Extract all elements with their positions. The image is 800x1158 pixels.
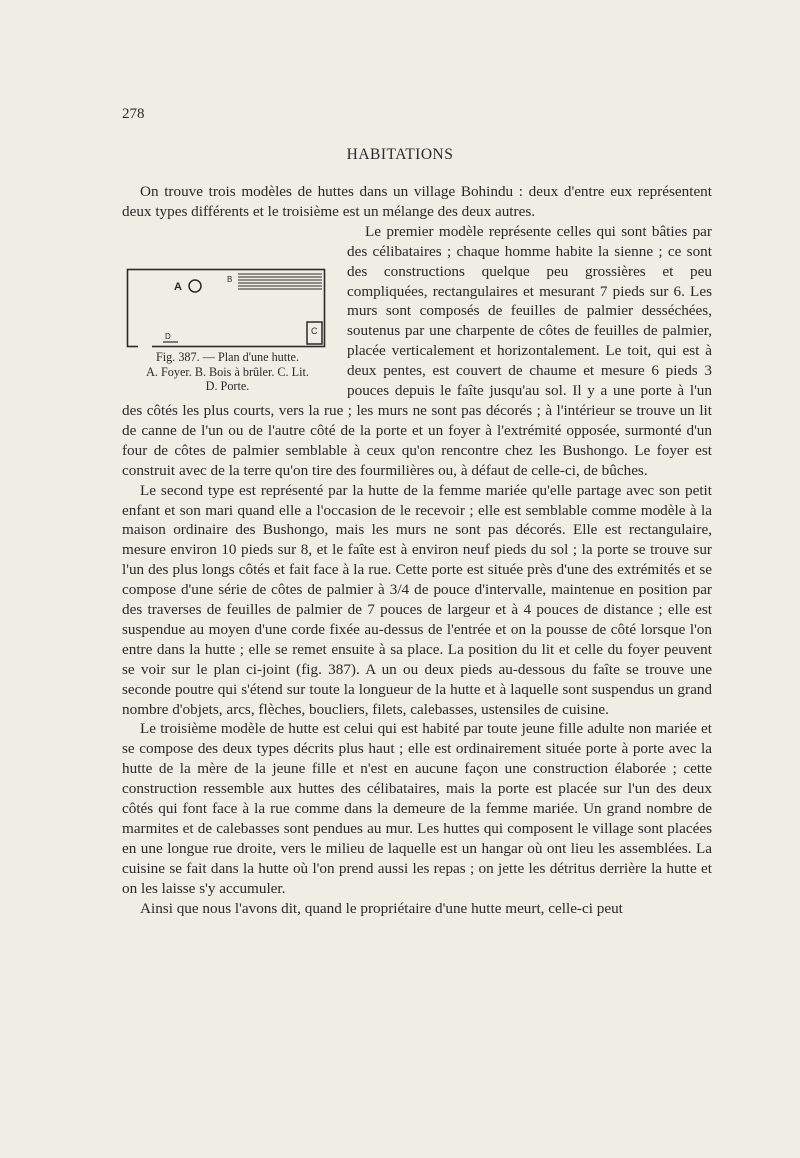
label-d: D: [165, 331, 171, 341]
caption-line-1: Fig. 387. — Plan d'une hutte.: [155, 349, 300, 364]
page-number: 278: [122, 106, 145, 122]
paragraph-3: Le second type est représenté par la hutte de la femme mariée qu'elle partage avec son petit enfant et son mari quand elle a l'occasion de le recevoir ; elle est semblable comme modèle à la maison ordinaire des Bushongo, mais les murs ne sont pas décorés. Elle est rectangulaire, mesure environ 10 pieds sur 8, et le faîte est à environ neuf pieds du sol ; la porte se trouve sur l'un des plus longs côtés et fait face à la rue. Cette porte est située près d'une des extrémités et se compose d'une série de côtes de palmier à 3/4 de pouce d'intervalle, maintenue en position par des traverses de feuilles de palmier de 7 pouces de largeur et à 4 pouces de distance ; elle est suspendue au moyen d'une corde fixée au-dessus de l'entrée et on la pousse de côté lorsque l'on entre dans la hutte ; elle se remet ensuite à sa place. La position du lit et celle du foyer peuvent se voir sur le plan ci-joint (fig. 387). A un ou deux pieds au-dessous du faîte se trouve une seconde poutre qui s'étend sur toute la longueur de la hutte et à laquelle sont suspendus un grand nombre d'objets, arcs, flèches, boucliers, filets, calebasses, ustensiles de cuisine.: [122, 481, 712, 718]
hearth-circle: [189, 280, 201, 292]
caption-line-3: D. Porte.: [205, 379, 250, 394]
hut-plan-diagram: [126, 268, 326, 348]
body-text: [122, 182, 712, 919]
paragraph-2: Le premier modèle représente celles qui sont bâties par des célibataires ; chaque homme habite la sienne ; ce sont des constructions quelque peu grossières et peu compliquées, rectangulaires et mesurant 7 pieds sur 6. Les murs sont composés de feuilles de palmier desséchées, soutenus par une charpente de côtes de feuilles de palmier, placée verticalement et horizontalement. Le toit, qui est à deux pentes, est couvert de chaume et mesure 6 pieds 3 pouces depuis le faîte jusqu'au sol. Il y a une porte à l'un des côtés les plus courts, vers la rue ; les murs ne sont pas décorés ; à l'intérieur se trouve un lit de canne de l'un ou de l'autre côté de la porte et un foyer à l'extrémité opposée, surmonté d'un four de côtes de palmier semblable à ceux qu'on rencontre chez les Bushongo. Le foyer est construit avec de la terre qu'on tire des fourmilières ou, à défaut de celle-ci, de bûches.: [122, 222, 712, 479]
paragraph-4: Le troisième modèle de hutte est celui qui est habité par toute jeune fille adulte non mariée et se compose des deux types décrits plus haut ; elle est ordinairement située porte à porte avec la hutte de la mère de la jeune fille et n'est en aucune façon une construction élaborée ; cette construction ressemble aux huttes des célibataires, mais la porte est placée sur l'un des deux côtés qui font face à la rue comme dans la demeure de la femme mariée. Un grand nombre de marmites et de calebasses sont pendues au mur. Les huttes qui composent le village sont placées en une longue rue droite, vers le milieu de laquelle est un hangar où ont lieu les assemblées. La cuisine se fait dans la hutte où l'on prend aussi les repas ; on jette les détritus derrière la hutte et on les laisse s'y accumuler.: [122, 720, 712, 897]
paragraph-5: Ainsi que nous l'avons dit, quand le propriétaire d'une hutte meurt, celle-ci peut: [140, 899, 623, 917]
plan-walls: [128, 269, 325, 346]
paragraph-1: On trouve trois modèles de huttes dans un village Bohindu : deux d'entre eux représentent deux types différents et le troisième est un mélange des deux autres.: [122, 183, 712, 220]
running-head: HABITATIONS: [346, 146, 454, 163]
figure-387: [120, 268, 335, 394]
figure-caption: [120, 350, 335, 394]
firewood-lines: [238, 274, 322, 289]
label-a: A: [174, 280, 182, 293]
label-c: C: [311, 325, 318, 336]
label-b: B: [227, 274, 233, 284]
door-gap: [138, 344, 152, 348]
caption-line-2: A. Foyer. B. Bois à brûler. C. Lit.: [146, 364, 309, 379]
